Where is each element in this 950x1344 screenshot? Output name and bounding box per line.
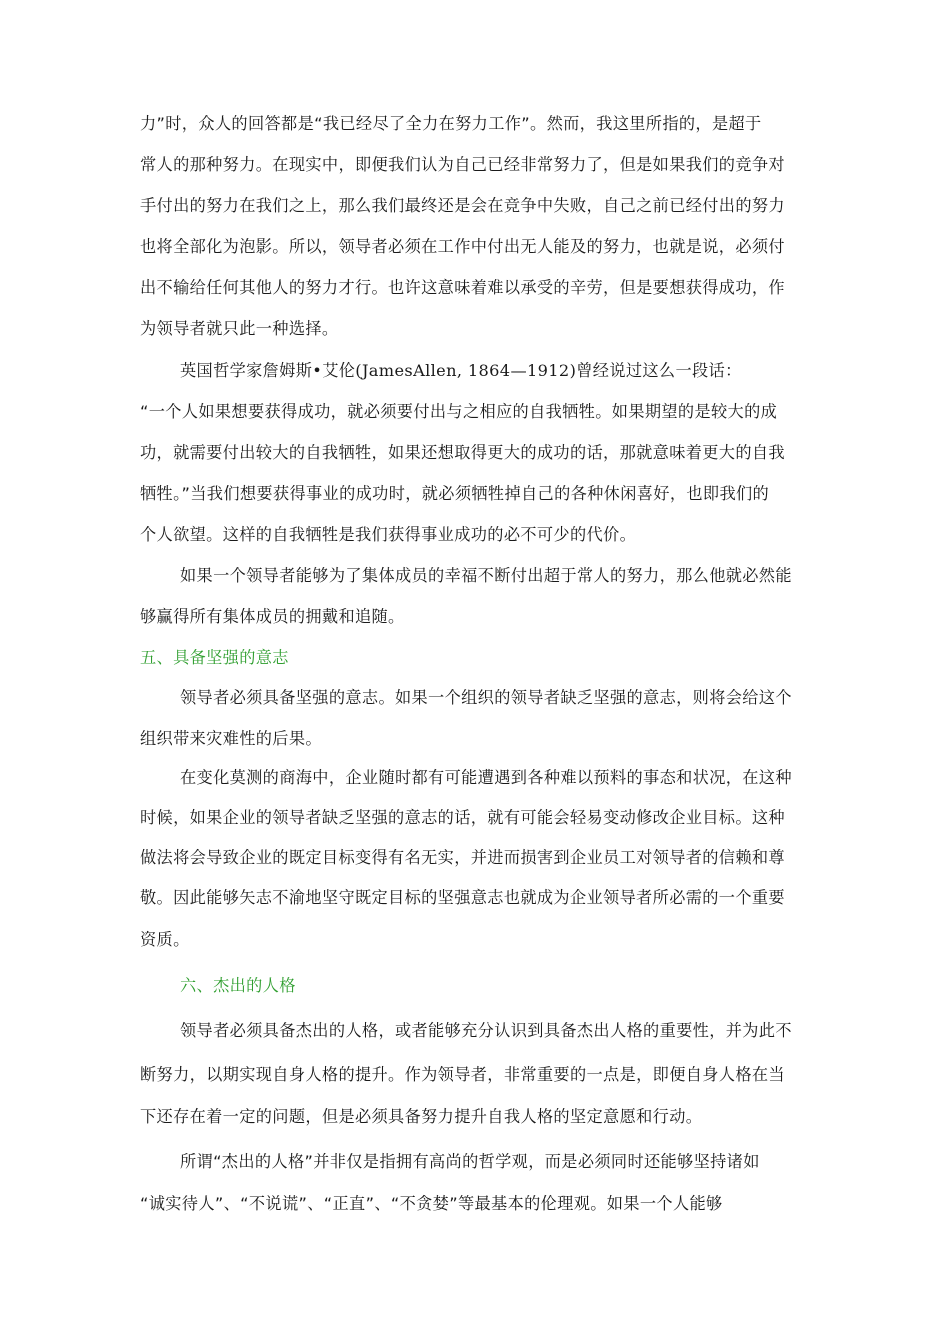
- text-line: 做法将会导致企业的既定目标变得有名无实，并进而损害到企业员工对领导者的信赖和尊: [140, 848, 785, 867]
- text-line: 下还存在着一定的问题，但是必须具备努力提升自我人格的坚定意愿和行动。: [140, 1107, 703, 1126]
- text-line: 功，就需要付出较大的自我牺牲，如果还想取得更大的成功的话，那就意味着更大的自我: [140, 443, 785, 462]
- text-line: 在变化莫测的商海中，企业随时都有可能遭遇到各种难以预料的事态和状况，在这种: [180, 768, 792, 787]
- text-line: 敬。因此能够矢志不渝地坚守既定目标的坚强意志也就成为企业领导者所必需的一个重要: [140, 888, 785, 907]
- text-line: 资质。: [140, 930, 190, 949]
- text-line: 断努力，以期实现自身人格的提升。作为领导者，非常重要的一点是，即便自身人格在当: [140, 1065, 785, 1084]
- text-line: 也将全部化为泡影。所以，领导者必须在工作中付出无人能及的努力，也就是说，必须付: [140, 237, 785, 256]
- text-line: “诚实待人”、“不说谎”、“正直”、“不贪婪”等最基本的伦理观。如果一个人能够: [140, 1194, 723, 1213]
- text-line: 领导者必须具备坚强的意志。如果一个组织的领导者缺乏坚强的意志，则将会给这个: [180, 688, 792, 707]
- text-line: 个人欲望。这样的自我牺牲是我们获得事业成功的必不可少的代价。: [140, 525, 637, 544]
- text-line: 够赢得所有集体成员的拥戴和追随。: [140, 607, 405, 626]
- text-line: 力”时，众人的回答都是“我已经尽了全力在努力工作”。然而，我这里所指的，是超于: [140, 114, 762, 133]
- text-line: 为领导者就只此一种选择。: [140, 319, 339, 338]
- text-line: 常人的那种努力。在现实中，即便我们认为自己已经非常努力了，但是如果我们的竞争对: [140, 155, 785, 174]
- section-heading: 六、杰出的人格: [180, 976, 296, 995]
- text-line: 领导者必须具备杰出的人格，或者能够充分认识到具备杰出人格的重要性，并为此不: [180, 1021, 792, 1040]
- text-line: 所谓“杰出的人格”并非仅是指拥有高尚的哲学观，而是必须同时还能够坚持诸如: [180, 1152, 760, 1171]
- text-line: “一个人如果想要获得成功，就必须要付出与之相应的自我牺牲。如果期望的是较大的成: [140, 402, 778, 421]
- text-line: 时候，如果企业的领导者缺乏坚强的意志的话，就有可能会轻易变动修改企业目标。这种: [140, 808, 785, 827]
- section-heading: 五、具备坚强的意志: [140, 648, 289, 667]
- text-line: 如果一个领导者能够为了集体成员的幸福不断付出超于常人的努力，那么他就必然能: [180, 566, 792, 585]
- text-line: 组织带来灾难性的后果。: [140, 729, 322, 748]
- text-line: 手付出的努力在我们之上，那么我们最终还是会在竞争中失败，自己之前已经付出的努力: [140, 196, 785, 215]
- text-line: 出不输给任何其他人的努力才行。也许这意味着难以承受的辛劳，但是要想获得成功，作: [140, 278, 785, 297]
- text-line: 牺牲。”当我们想要获得事业的成功时，就必须牺牲掉自己的各种休闲喜好，也即我们的: [140, 484, 770, 503]
- text-line: 英国哲学家詹姆斯•艾伦(JamesAllen, 1864—1912)曾经说过这么一段话：: [180, 361, 742, 380]
